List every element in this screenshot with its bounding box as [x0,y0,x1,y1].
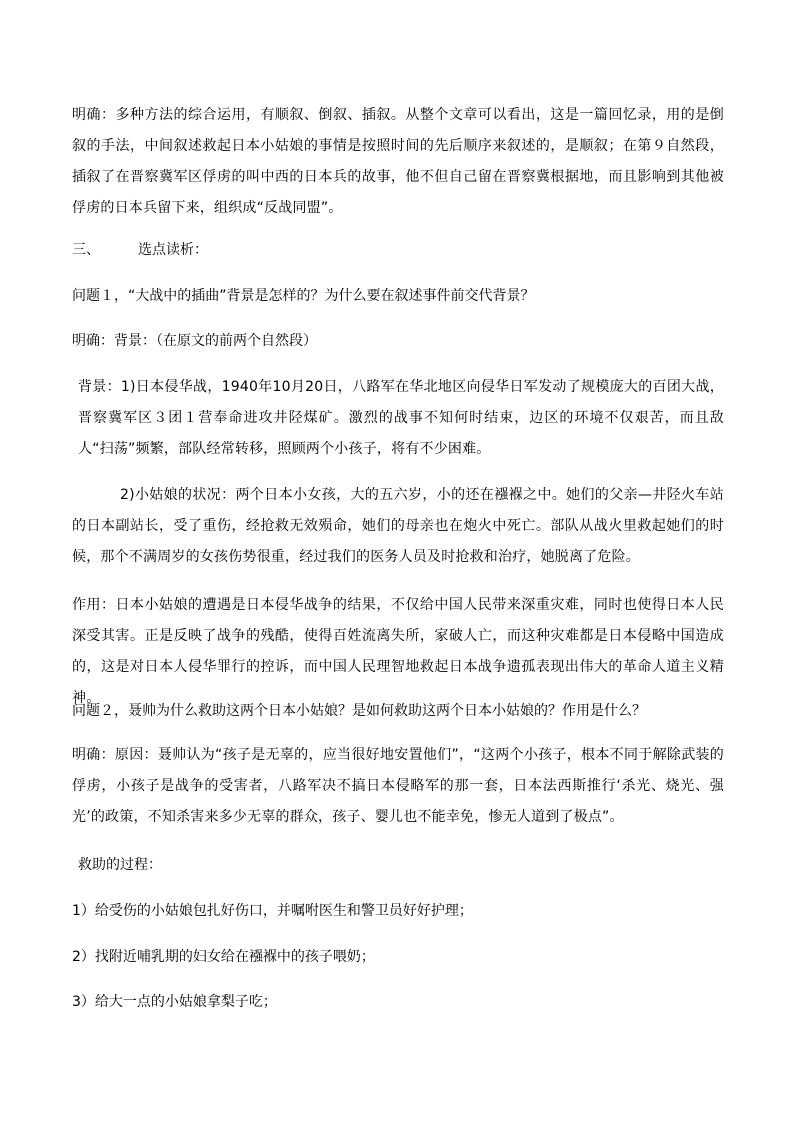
rescue-step-2: 2）找附近哺乳期的妇女给在襁褓中的孩子喂奶； [72,949,375,965]
rescue-process-title: 救助的过程： [78,857,162,873]
question-1: 问题１，“大战中的插曲”背景是怎样的？为什么要在叙述事件前交代背景？ [72,288,535,304]
background-paragraph-2: 2)小姑娘的状况：两个日本小女孩，大的五六岁，小的还在襁褓之中。她们的父亲—井陉火车站的日本副站长，受了重伤，经抢救无效殒命，她们的母亲也在炮火中死亡。部队从战火里救起她们的时候，那个不满周岁的女孩伤势很重，经过我们的医务人员及时抢救和治疗，她脱离了危险。 [72,487,724,565]
section-title: 选点读析： [138,242,208,258]
answer-1-intro: 明确：背景：（在原文的前两个自然段） [72,333,317,349]
effect-paragraph: 作用：日本小姑娘的遭遇是日本侵华战争的结果，不仅给中国人民带来深重灾难，同时也使得日本人民深受其害。正是反映了战争的残酷，使得百姓流离失所，家破人亡，而这种灾难都是日本侵略中国造成的，这是对日本人侵华罪行的控诉，而中国人民理智地救起日本战争遗孤表现出伟大的革命人道主义精神。 [72,597,724,706]
paragraph-narrative-methods: 明确：多种方法的综合运用，有顺叙、倒叙、插叙。从整个文章可以看出，这是一篇回忆录，用的是倒叙的手法，中间叙述救起日本小姑娘的事情是按照时间的先后顺序来叙述的，是顺叙；在第９自然段，插叙了在晋察冀军区俘虏的叫中西的日本兵的故事，他不但自己留在晋察冀根据地，而且影响到其他被俘虏的日本兵留下来，组织成“反战同盟”。 [72,107,724,216]
question-2: 问题２，聂帅为什么救助这两个日本小姑娘？是如何救助这两个日本小姑娘的？作用是什么？ [72,703,646,719]
rescue-step-1: 1）给受伤的小姑娘包扎好伤口，并嘱咐医生和警卫员好好护理； [72,903,473,919]
section-number: 三、 [72,242,100,258]
section-heading-3 [72,240,208,260]
answer-2: 明确：原因：聂帅认为“孩子是无辜的，应当很好地安置他们”，“这两个小孩子，根本不同于解除武装的俘虏，小孩子是战争的受害者，八路军决不搞日本侵略军的那一套，日本法西斯推行‘杀光、烧光、强光’的政策，不知杀害来多少无辜的群众，孩子、婴儿也不能幸免，惨无人道到了极点”。 [72,747,724,825]
background-paragraph-1: 背景：1)日本侵华战，1940年10月20日，八路军在华北地区向侵华日军发动了规模庞大的百团大战，晋察冀军区３团１营奉命进攻井陉煤矿。激烈的战事不知何时结束，边区的环境不仅艰苦，而且敌人“扫荡”频繁，部队经常转移，照顾两个小孩子，将有不少困难。 [78,379,724,457]
rescue-step-3: 3）给大一点的小姑娘拿梨子吃； [72,994,277,1010]
